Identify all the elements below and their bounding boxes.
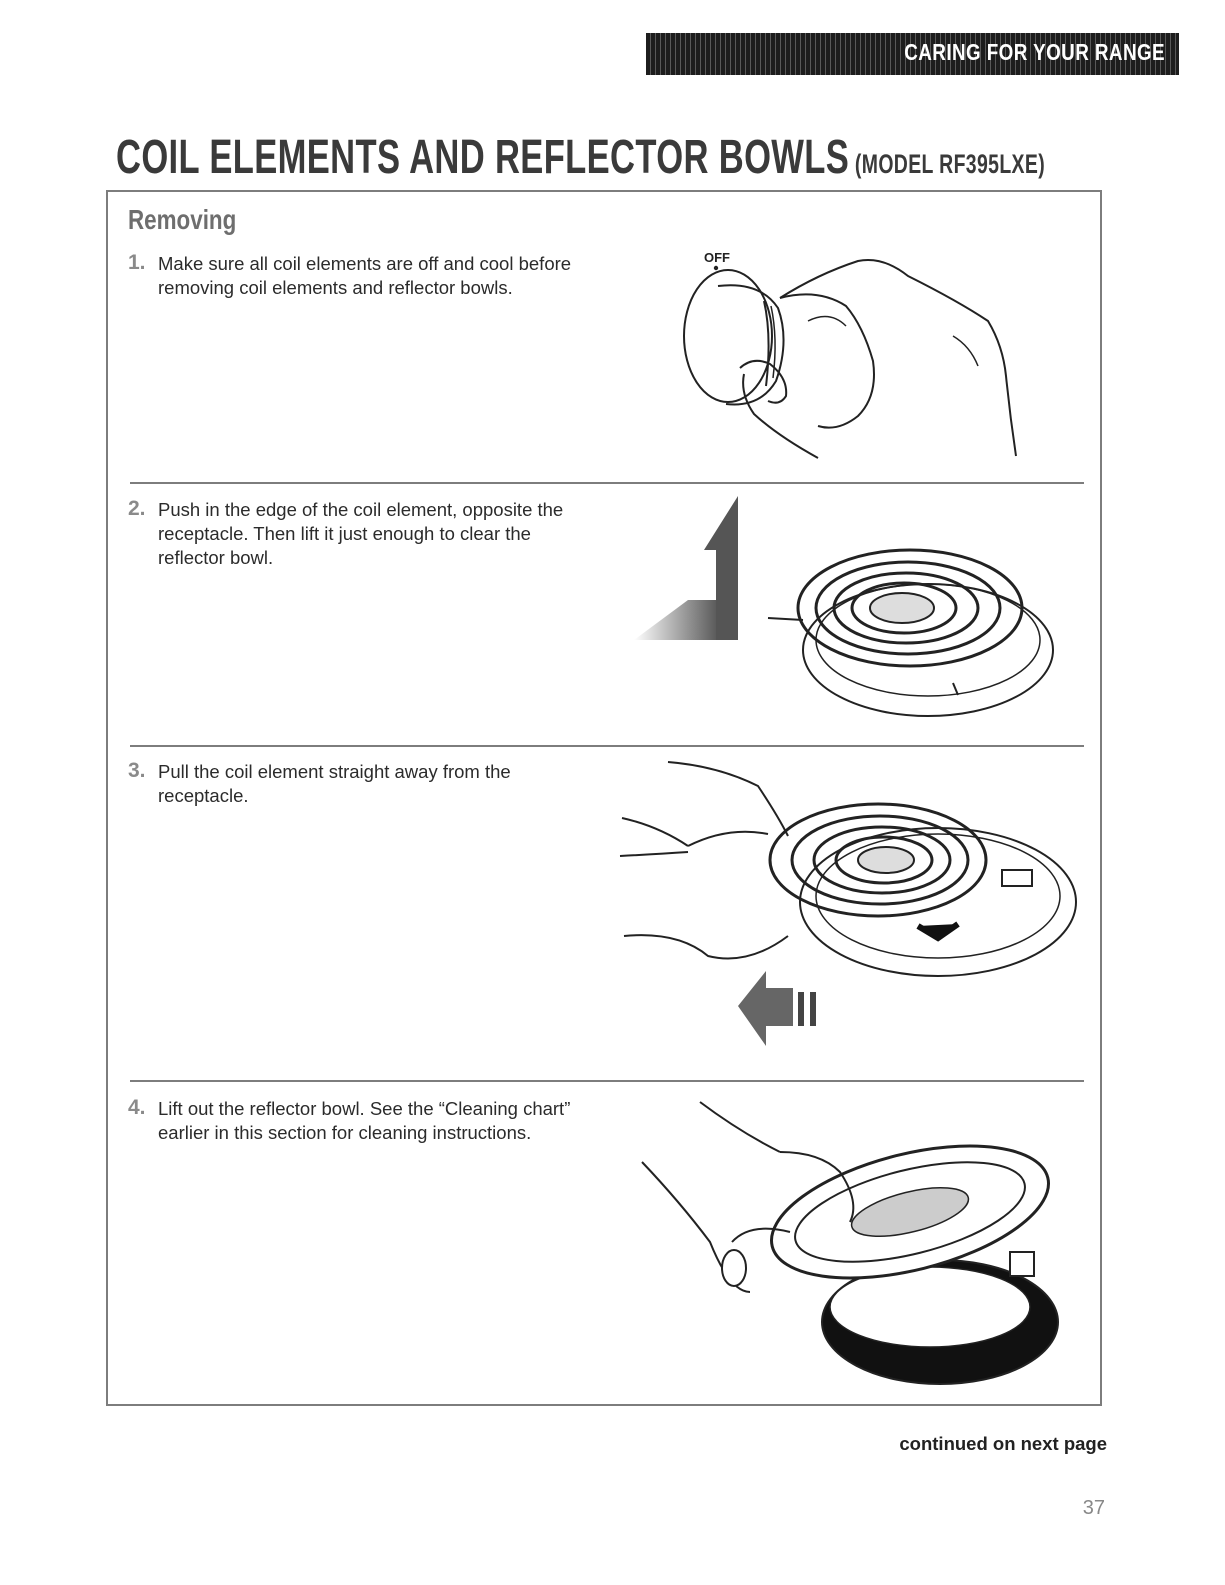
section-header-bar [646, 33, 1179, 75]
lift-coil-illustration [628, 490, 1068, 730]
knob-off-illustration [668, 246, 1038, 466]
step-text: Lift out the reflector bowl. See the “Cleaning chart” earlier in this section for cleaning instructions. [158, 1098, 571, 1143]
step-4 [128, 1097, 588, 1145]
step-divider [130, 745, 1084, 747]
step-number: 3. [128, 759, 146, 782]
pull-coil-illustration [618, 756, 1078, 1062]
page-title-main: COIL ELEMENTS AND REFLECTOR BOWLS [116, 131, 850, 184]
step-text: Pull the coil element straight away from the receptacle. [158, 761, 511, 806]
push-arrow-icon [634, 600, 728, 640]
step-text: Push in the edge of the coil element, opposite the receptacle. Then lift it just enough to clear the reflector bowl. [158, 499, 564, 568]
continued-note: continued on next page [899, 1433, 1107, 1454]
pull-arrow-icon [738, 971, 793, 1046]
step-divider [130, 1080, 1084, 1082]
page-number: 37 [1082, 1497, 1105, 1519]
step-number: 1. [128, 251, 146, 274]
section-header-label: CARING FOR YOUR RANGE [904, 39, 1165, 65]
step-1 [128, 252, 588, 300]
section-heading: Removing [128, 204, 237, 235]
page-title-model: (MODEL RF395LXE) [854, 149, 1046, 179]
step-3 [128, 760, 588, 808]
off-label: OFF [704, 250, 730, 265]
step-text: Make sure all coil elements are off and cool before removing coil elements and reflector bowls. [158, 253, 572, 298]
step-number: 4. [128, 1096, 146, 1119]
step-number: 2. [128, 497, 146, 520]
step-2 [128, 498, 588, 570]
lift-bowl-illustration [640, 1092, 1070, 1392]
page-title [116, 130, 1045, 185]
step-divider [130, 482, 1084, 484]
